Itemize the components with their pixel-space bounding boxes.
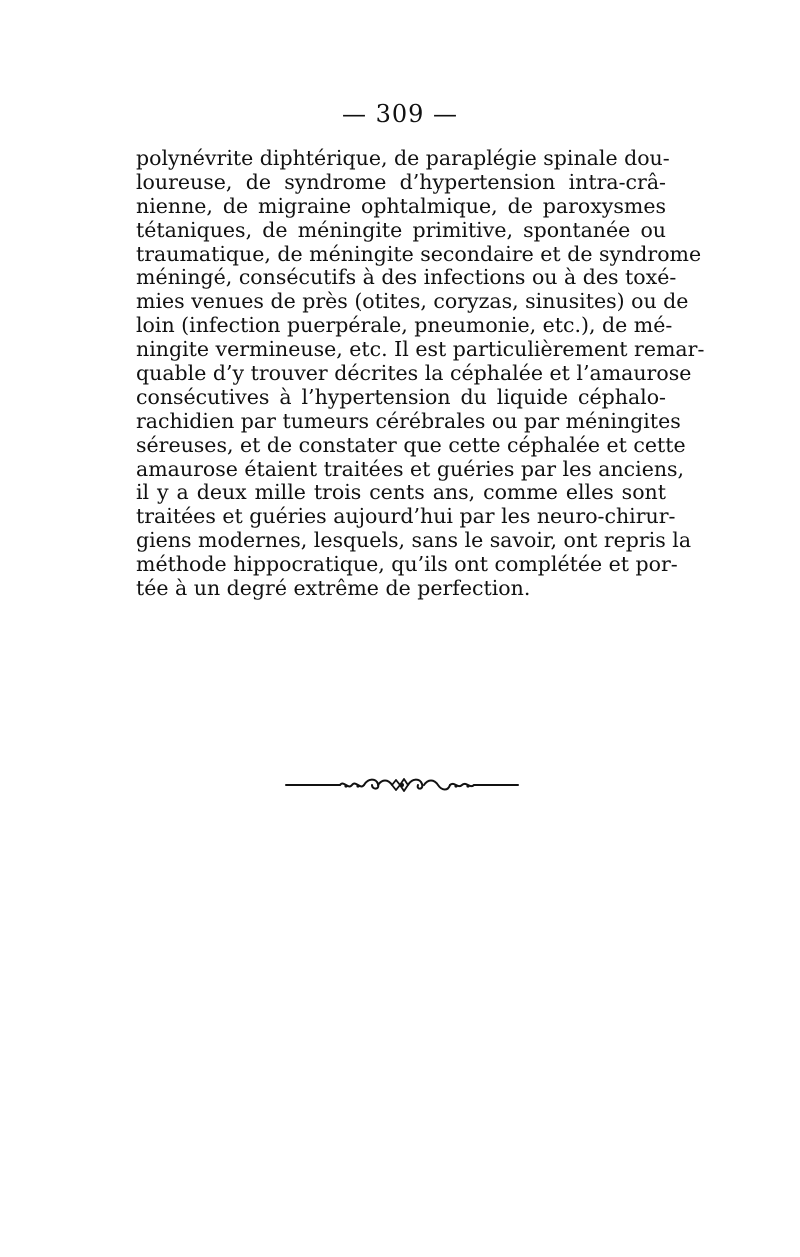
text-line: méningé, consécutifs à des infections ou à des toxé-	[136, 265, 677, 290]
text-line: traitées et guéries aujourd’hui par les neuro-chirur-	[136, 504, 676, 529]
text-line: quable d’y trouver décrites la céphalée et l’amaurose	[136, 361, 692, 386]
text-line: traumatique, de méningite secondaire et de syndrome	[136, 241, 702, 266]
text-line: consécutives à l’hypertension du liquide céphalo-	[136, 384, 666, 409]
text-line: séreuses, et de constater que cette céphalée et cette	[136, 432, 686, 457]
page-number: — 309 —	[341, 100, 459, 128]
text-line: ningite vermineuse, etc. Il est particulièrement remar-	[136, 337, 705, 362]
text-line: polynévrite diphtérique, de paraplégie spinale dou-	[136, 146, 670, 170]
text-line: rachidien par tumeurs cérébrales ou par méningites	[136, 408, 681, 433]
text-line: méthode hippocratique, qu’ils ont complétée et por-	[136, 552, 678, 577]
text-line: loureuse, de syndrome d’hypertension intra-crâ-	[136, 169, 666, 194]
body-text	[136, 146, 705, 601]
text-line: giens modernes, lesquels, sans le savoir, ont repris la	[136, 528, 692, 553]
text-line: loin (infection puerpérale, pneumonie, etc.), de mé-	[136, 313, 673, 338]
text-line: il y a deux mille trois cents ans, comme elles sont	[136, 480, 666, 505]
text-line: tée à un degré extrême de perfection.	[136, 576, 531, 601]
text-line: nienne, de migraine ophtalmique, de paroxysmes	[136, 193, 666, 218]
text-line: amaurose étaient traitées et guéries par les anciens,	[136, 456, 685, 481]
fleuron-divider-icon	[284, 775, 520, 795]
text-line: mies venues de près (otites, coryzas, sinusites) ou de	[136, 289, 689, 314]
text-line: tétaniques, de méningite primitive, spontanée ou	[136, 217, 666, 242]
